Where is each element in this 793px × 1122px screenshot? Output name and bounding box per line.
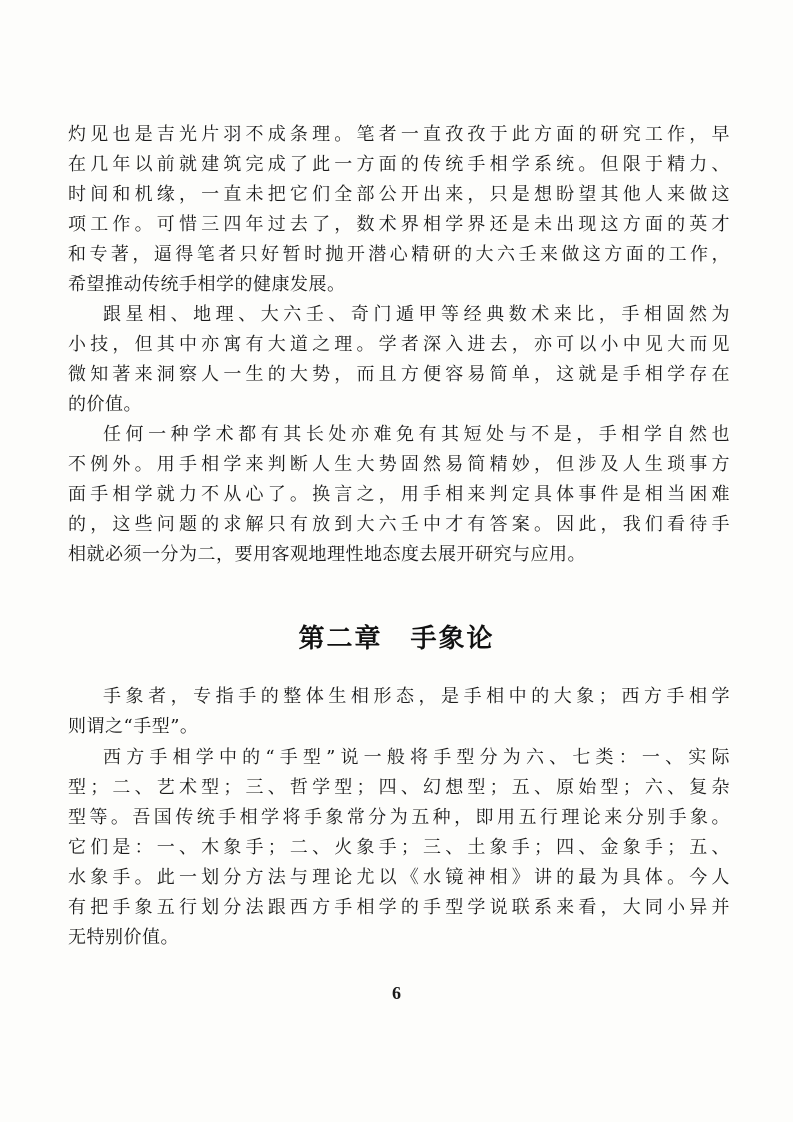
text-line: 型等。吾国传统手相学将手象常分为五种，即用五行理论来分别手象。 (68, 807, 730, 828)
text-line: 小技，但其中亦寓有大道之理。学者深入进去，亦可以小中见大而见 (68, 334, 730, 355)
page-number: 6 (392, 983, 401, 1003)
text-line: 手象者，专指手的整体生相形态，是手相中的大象；西方手相学 (103, 686, 730, 707)
text-line: 时间和机缘，一直未把它们全部公开出来，只是想盼望其他人来做这 (68, 184, 730, 205)
text-line: 微知著来洞察人一生的大势，而且方便容易简单，这就是手相学存在 (68, 364, 730, 385)
text-line: 不例外。用手相学来判断人生大势固然易简精妙，但涉及人生琐事方 (68, 454, 730, 475)
text-line: 水象手。此一划分方法与理论尤以《水镜神相》讲的最为具体。今人 (68, 867, 730, 888)
text-line: 的，这些问题的求解只有放到大六壬中才有答案。因此，我们看待手 (68, 514, 730, 535)
text-line: 在几年以前就建筑完成了此一方面的传统手相学系统。但限于精力、 (68, 154, 730, 175)
text-line: 相就必须一分为二，要用客观地理性地态度去展开研究与应用。 (68, 544, 586, 565)
text-line: 型；二、艺术型；三、哲学型；四、幻想型；五、原始型；六、复杂 (68, 777, 730, 798)
text-line: 西方手相学中的“手型”说一般将手型分为六、七类：一、实际 (103, 747, 730, 768)
text-line: 任何一种学术都有其长处亦难免有其短处与不是，手相学自然也 (103, 424, 730, 445)
text-line: 项工作。可惜三四年过去了，数术界相学界还是未出现这方面的英才 (68, 214, 730, 235)
text-line: 和专著，逼得笔者只好暂时抛开潜心精研的大六壬来做这方面的工作， (68, 244, 730, 265)
text-line: 的价值。 (68, 394, 142, 415)
text-line: 灼见也是吉光片羽不成条理。笔者一直孜孜于此方面的研究工作，早 (68, 124, 730, 145)
chapter-heading: 第二章 手象论 (298, 624, 495, 654)
text-line: 面手相学就力不从心了。换言之，用手相来判定具体事件是相当困难 (68, 484, 730, 505)
text-line: 有把手象五行划分法跟西方手相学的手型学说联系来看，大同小异并 (68, 897, 730, 918)
text-line: 它们是：一、木象手；二、火象手；三、土象手；四、金象手；五、 (68, 837, 730, 858)
text-line: 无特别价值。 (68, 927, 179, 948)
text-line: 则谓之“手型”。 (68, 716, 199, 737)
text-line: 希望推动传统手相学的健康发展。 (68, 274, 346, 295)
text-line: 跟星相、地理、大六壬、奇门遁甲等经典数术来比，手相固然为 (103, 304, 730, 325)
